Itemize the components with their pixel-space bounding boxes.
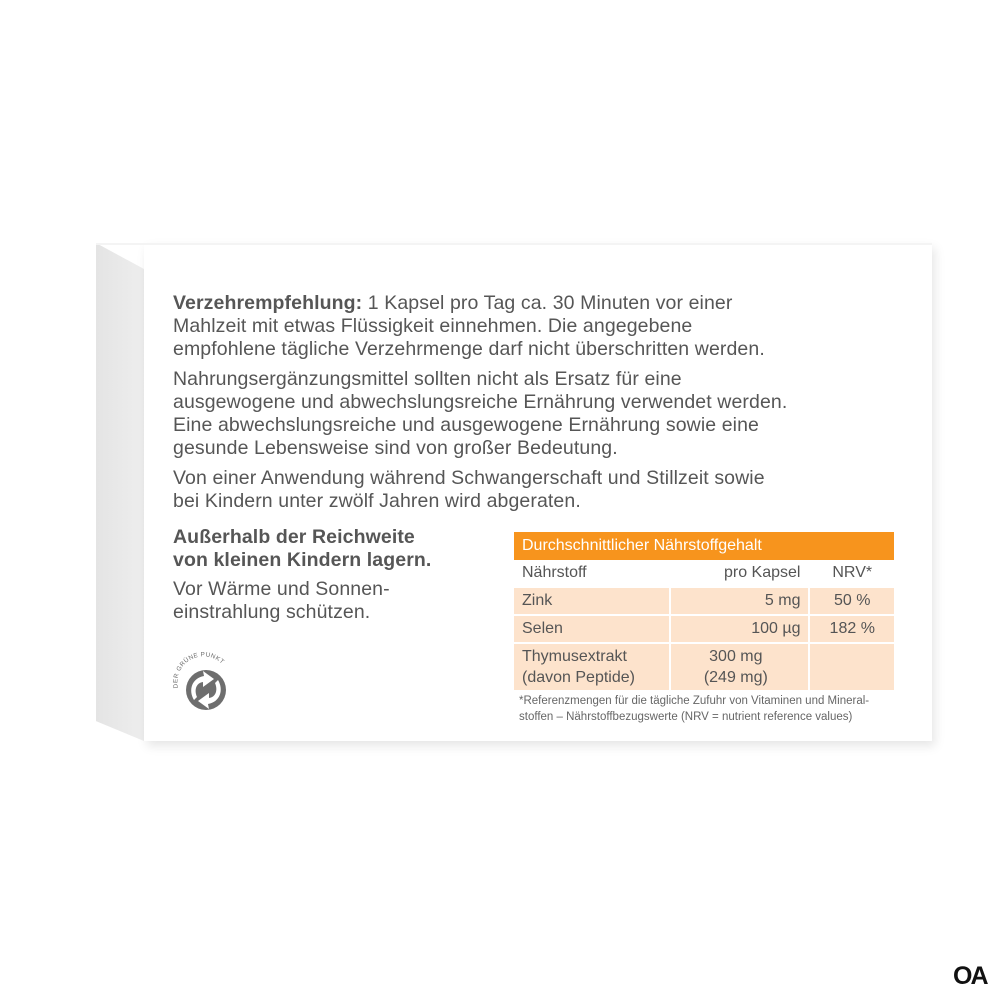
column-header-per-capsule: pro Kapsel: [723, 564, 801, 581]
substitute-line-1: Nahrungsergänzungsmittel sollten nicht als Ersatz für eine: [173, 368, 682, 390]
nutrient-amount: 100 µg: [671, 616, 808, 642]
nutrient-name: Selen: [514, 616, 669, 642]
nutrient-name-line-2: (davon Peptide): [522, 669, 635, 686]
warning-line-2: bei Kindern unter zwölf Jahren wird abgeraten.: [173, 490, 581, 512]
footnote-line-2: stoffen – Nährstoffbezugswerte (NRV = nutrient reference values): [519, 711, 853, 723]
column-header-nrv: NRV*: [832, 564, 873, 581]
nutrient-name-line-1: Thymusextrakt: [522, 648, 627, 665]
box-side-panel: [96, 243, 144, 741]
nutrient-nrv: 50 %: [810, 588, 894, 614]
storage-bold-line-2: von kleinen Kindern lagern.: [173, 549, 432, 571]
gruener-punkt-icon: [170, 648, 236, 714]
nutrient-name: Zink: [514, 588, 669, 614]
substitute-line-2: ausgewogene und abwechslungsreiche Ernährung verwendet werden.: [173, 391, 788, 413]
storage-bold-line-1: Außerhalb der Reichweite: [173, 526, 415, 548]
nutrient-name: [514, 644, 669, 690]
nutrient-amount: [671, 644, 808, 690]
corner-logo: OA: [953, 962, 987, 990]
table-row: [514, 588, 894, 614]
storage-line-2: einstrahlung schützen.: [173, 601, 371, 623]
instructions-line-2: Mahlzeit mit etwas Flüssigkeit einnehmen. Die angegebene: [173, 315, 693, 337]
nutrient-nrv: [810, 644, 894, 690]
substitute-line-3: Eine abwechslungsreiche und ausgewogene Ernährung sowie eine: [173, 414, 759, 436]
nutrient-amount-line-2: (249 mg): [703, 669, 768, 686]
footnote-line-1: *Referenzmengen für die tägliche Zufuhr von Vitaminen und Mineral-: [519, 695, 870, 707]
gruener-punkt-ring-text: DER GRÜNE PUNKT: [172, 651, 226, 689]
instructions-line-1: Verzehrempfehlung: 1 Kapsel pro Tag ca. 30 Minuten vor einer: [173, 292, 733, 314]
nutrition-table: [514, 532, 894, 690]
table-row: [514, 616, 894, 642]
table-row: [514, 644, 894, 690]
column-header-nutrient: Nährstoff: [522, 564, 587, 581]
substitute-line-4: gesunde Lebensweise sind von großer Bedeutung.: [173, 437, 618, 459]
instructions-line-3: empfohlene tägliche Verzehrmenge darf nicht überschritten werden.: [173, 338, 765, 360]
nutrition-header-row: [514, 560, 894, 586]
nutrient-amount: 5 mg: [671, 588, 808, 614]
box-top-edge: [96, 243, 932, 245]
nutrition-footnote: [519, 693, 869, 725]
nutrient-amount-line-1: 300 mg: [709, 648, 763, 665]
storage-line-1: Vor Wärme und Sonnen-: [173, 578, 390, 600]
nutrient-nrv: 182 %: [810, 616, 894, 642]
nutrition-table-title: Durchschnittlicher Nährstoffgehalt: [514, 532, 894, 560]
warning-line-1: Von einer Anwendung während Schwangerschaft und Stillzeit sowie: [173, 467, 765, 489]
